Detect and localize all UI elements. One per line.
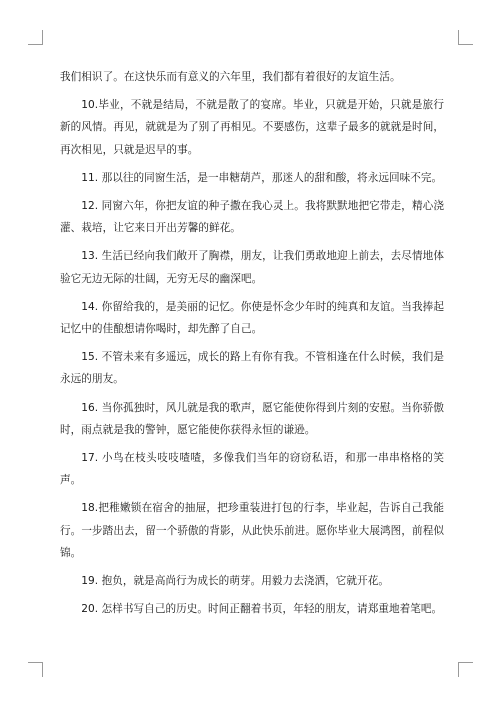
- paragraph: 13. 生活已经向我们敞开了胸襟，朋友，让我们勇敢地迎上前去，去尽情地体验它无边无际的壮阔，无穷无尽的幽深吧。: [60, 250, 444, 285]
- crop-mark-bottom-right: [458, 662, 473, 677]
- paragraph: 12. 同窗六年，你把友谊的种子撒在我心灵上。我将默默地把它带走，精心浇灌、栽培，让它来日开出芳馨的鲜花。: [60, 200, 444, 235]
- paragraph: 17. 小鸟在枝头吱吱喳喳，多像我们当年的窃窃私语，和那一串串格格的笑声。: [60, 452, 444, 487]
- crop-mark-top-left: [28, 30, 43, 45]
- paragraph: 15. 不管未来有多遥远，成长的路上有你有我。不管相逢在什么时候，我们是永远的朋友。: [60, 351, 444, 386]
- document-body: [60, 66, 444, 626]
- paragraph: 14. 你留给我的，是美丽的记忆。你使是怀念少年时的纯真和友谊。当我捧起记忆中的佳酿想请你喝时，却先醉了自己。: [60, 300, 444, 336]
- paragraph: 16. 当你孤独时，风儿就是我的歌声，愿它能使你得到片刻的安慰。当你骄傲时，雨点就是我的警钟，愿它能使你获得永恒的谦逊。: [60, 401, 444, 436]
- paragraph: 我们相识了。在这快乐而有意义的六年里，我们都有着很好的友谊生活。: [60, 71, 401, 83]
- crop-mark-top-right: [458, 30, 473, 45]
- paragraph: 11. 那以往的同窗生活，是一串糖葫芦，那迷人的甜和酸，将永远回味不完。: [81, 171, 443, 184]
- crop-mark-bottom-left: [28, 662, 43, 677]
- paragraph: 10.毕业，不就是结局，不就是散了的宴席。毕业，只就是开始，只就是旅行新的风情。再见，就就是为了别了再相见。不要感伤，这辈子最多的就就是时间，再次相见，只就是迟早的事。: [60, 99, 444, 156]
- paragraph: 20. 怎样书写自己的历史。时间正翻着书页，年轻的朋友，请郑重地着笔吧。: [81, 603, 443, 616]
- paragraph: 19. 抱负，就是高尚行为成长的萌芽。用毅力去浇洒，它就开花。: [81, 575, 389, 588]
- paragraph: 18.把稚嫩锁在宿舍的抽屉，把珍重装进打包的行李，毕业起，告诉自己我能行。一步踏出去，留一个骄傲的背影，从此快乐前进。愿你毕业大展鸿图，前程似锦。: [60, 502, 444, 559]
